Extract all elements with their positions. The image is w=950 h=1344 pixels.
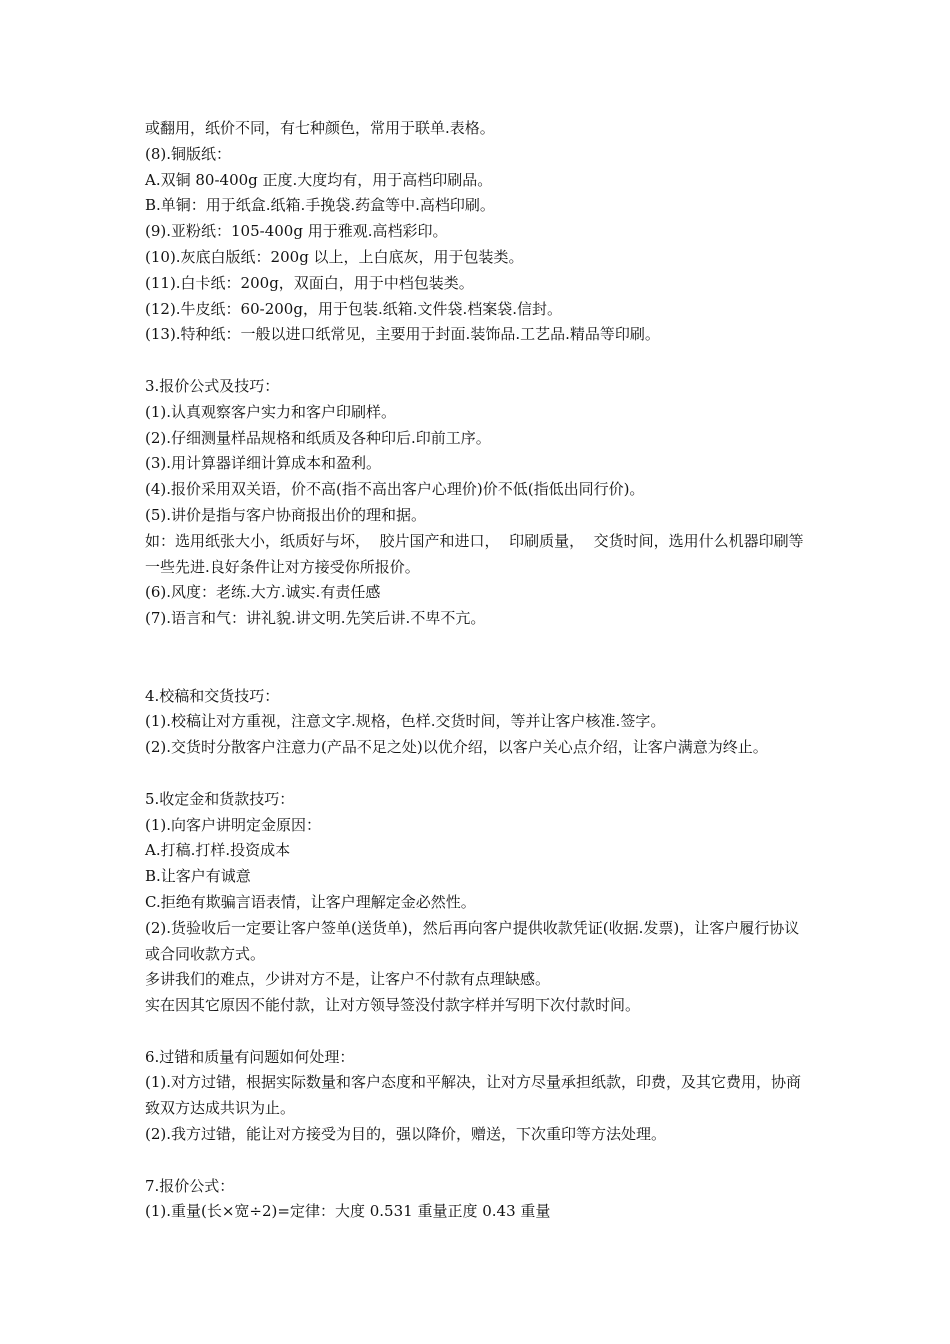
paper-type-item: (11).白卡纸：200g，双面白，用于中档包装类。 xyxy=(145,273,474,292)
section-example: 如：选用纸张大小，纸质好与坏， 胶片国产和进口， 印刷质量， 交货时间，选用什么机器印刷等一些先进.良好条件让对方接受你所报价。 xyxy=(145,531,804,576)
section-item: (3).用计算器详细计算成本和盈利。 xyxy=(145,454,382,473)
section-item: (1).对方过错，根据实际数量和客户态度和平解决，让对方尽量承担纸款，印费，及其它费用，协商致双方达成共识为止。 xyxy=(145,1073,802,1118)
section-item: A.打稿.打样.投资成本 xyxy=(145,841,291,860)
section-item: (1).校稿让对方重视，注意文字.规格，色样.交货时间，等并让客户核准.签字。 xyxy=(145,712,666,731)
section-item: (2).我方过错，能让对方接受为目的，强以降价，赠送，下次重印等方法处理。 xyxy=(145,1125,667,1144)
section-item: 实在因其它原因不能付款，让对方领导签没付款字样并写明下次付款时间。 xyxy=(145,996,641,1015)
spacer xyxy=(145,1148,810,1174)
spacer xyxy=(145,1019,810,1045)
paper-type-item: (12).牛皮纸：60-200g，用于包装.纸箱.文件袋.档案袋.信封。 xyxy=(145,299,563,318)
section-item: (2).交货时分散客户注意力(产品不足之处)以优介绍，以客户关心点介绍，让客户满意为终止。 xyxy=(145,738,768,757)
section-item: (1).重量(长×宽÷2)=定律：大度 0.531 重量正度 0.43 重量 xyxy=(145,1202,551,1221)
section-item: 多讲我们的难点，少讲对方不是，让客户不付款有点理缺感。 xyxy=(145,970,551,989)
spacer xyxy=(145,761,810,787)
section-item: (2).货验收后一定要让客户签单(送货单)，然后再向客户提供收款凭证(收据.发票)，让客户履行协议或合同收款方式。 xyxy=(145,918,800,963)
section-heading: 6.过错和质量有问题如何处理： xyxy=(145,1047,355,1066)
section-heading: 7.报价公式： xyxy=(145,1176,235,1195)
section-item: (1).向客户讲明定金原因： xyxy=(145,815,322,834)
section-item: (6).风度：老练.大方.诚实.有责任感 xyxy=(145,583,381,602)
paper-type-item: A.双铜 80-400g 正度.大度均有，用于高档印刷品。 xyxy=(145,170,493,189)
paper-type-item: B.单铜：用于纸盒.纸箱.手挽袋.药盒等中.高档印刷。 xyxy=(145,196,495,215)
section-heading: 4.校稿和交货技巧： xyxy=(145,686,280,705)
section-heading: 3.报价公式及技巧： xyxy=(145,376,280,395)
paper-type-item: (13).特种纸：一般以进口纸常见，主要用于封面.装饰品.工艺品.精品等印刷。 xyxy=(145,325,660,344)
document-body xyxy=(145,116,810,1225)
section-item: (5).讲价是指与客户协商报出价的理和据。 xyxy=(145,505,427,524)
intro-line: 或翻用，纸价不同，有七种颜色，常用于联单.表格。 xyxy=(145,119,495,137)
paper-type-item: (9).亚粉纸：105-400g 用于雅观.高档彩印。 xyxy=(145,222,448,241)
section-item: (1).认真观察客户实力和客户印刷样。 xyxy=(145,402,397,421)
section-item: C.拒绝有欺骗言语表情，让客户理解定金必然性。 xyxy=(145,892,476,911)
section-item: (2).仔细测量样品规格和纸质及各种印后.印前工序。 xyxy=(145,428,491,447)
spacer xyxy=(145,348,810,374)
section-heading: 5.收定金和货款技巧： xyxy=(145,789,295,808)
section-item: B.让客户有诚意 xyxy=(145,867,251,886)
paper-type-heading: (8).铜版纸： xyxy=(145,144,232,163)
paper-type-item: (10).灰底白版纸：200g 以上，上白底灰，用于包装类。 xyxy=(145,247,524,266)
section-item: (4).报价采用双关语，价不高(指不高出客户心理价)价不低(指低出同行价)。 xyxy=(145,480,645,499)
section-item: (7).语言和气：讲礼貌.讲文明.先笑后讲.不卑不亢。 xyxy=(145,609,486,628)
spacer xyxy=(145,632,810,684)
